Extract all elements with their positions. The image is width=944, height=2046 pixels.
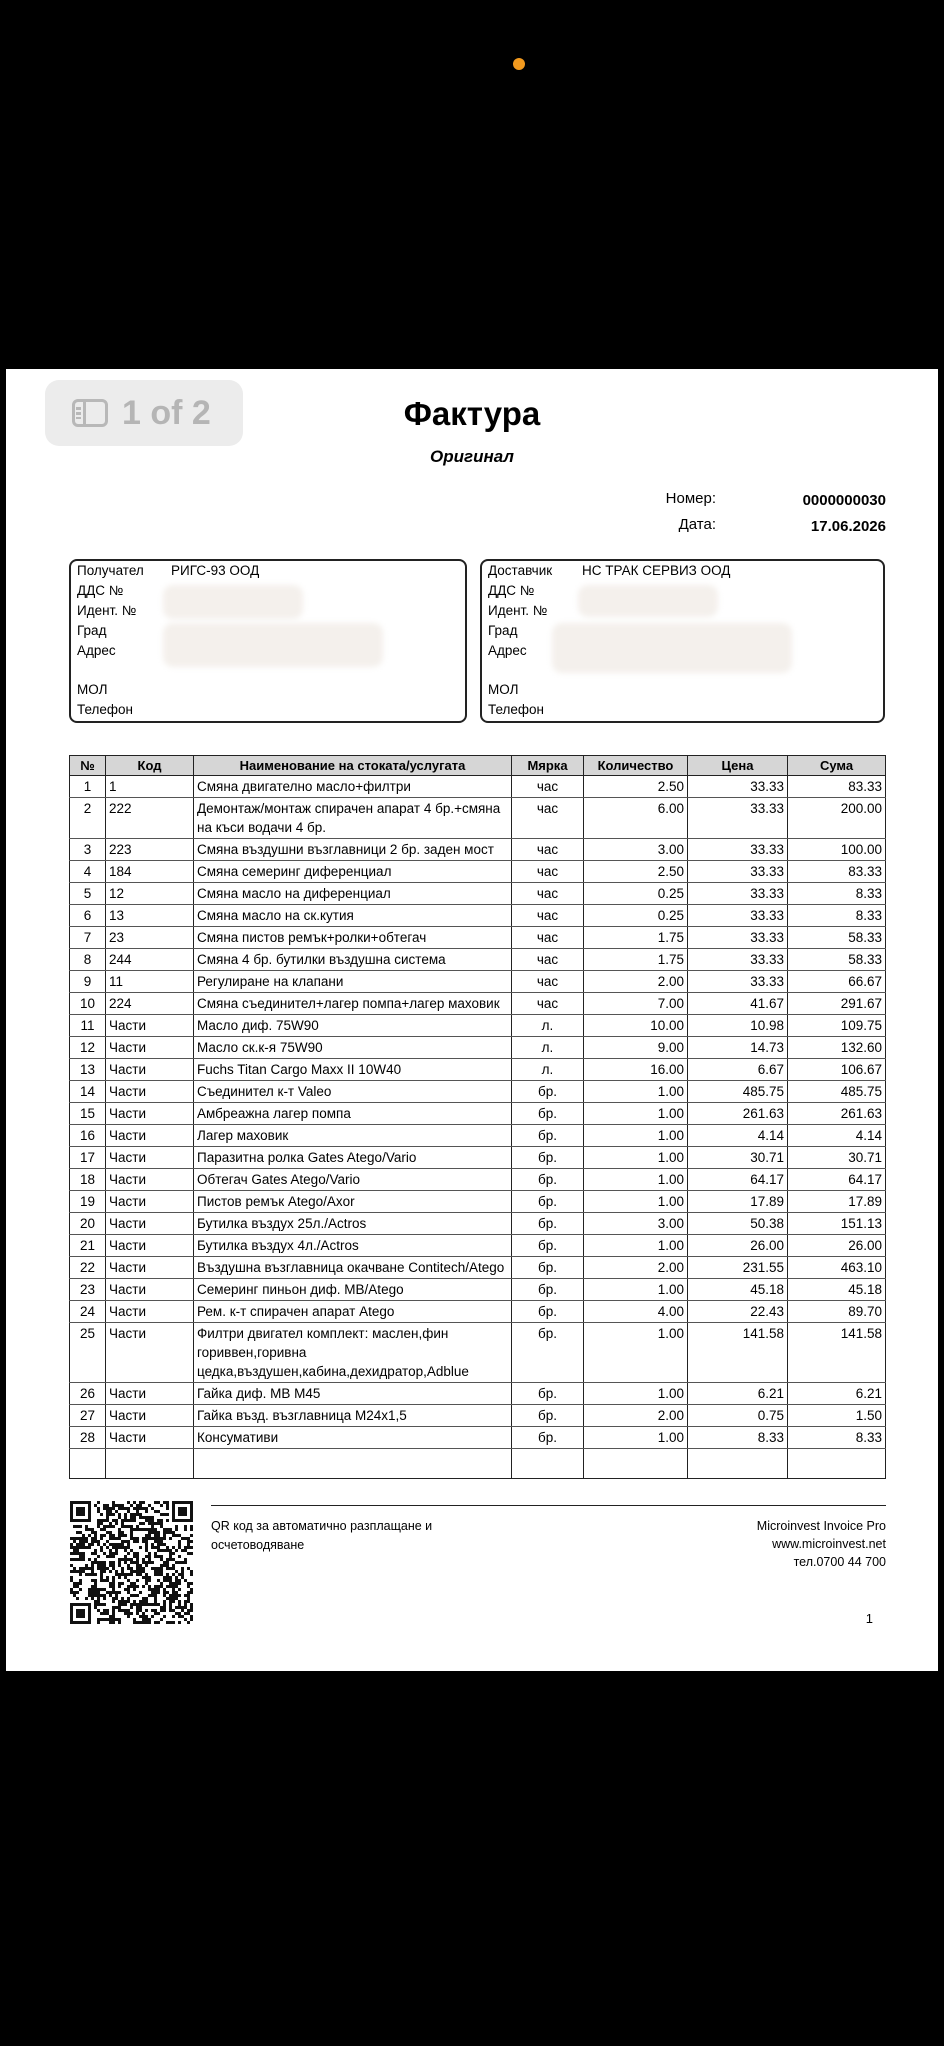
invoice-number: 0000000030 xyxy=(802,492,886,509)
col-header-code: Код xyxy=(106,756,194,776)
cell-unit: бр. xyxy=(512,1257,584,1279)
cell-unit: бр. xyxy=(512,1279,584,1301)
table-row xyxy=(70,883,886,905)
cell-quantity: 1.75 xyxy=(584,927,688,949)
table-row xyxy=(70,971,886,993)
table-row xyxy=(70,949,886,971)
cell-price: 64.17 xyxy=(688,1169,788,1191)
document-title: Фактура xyxy=(403,395,541,432)
cell-amount: 4.14 xyxy=(788,1125,886,1147)
cell-code: 184 xyxy=(106,861,194,883)
supplier-label: Доставчик xyxy=(488,563,553,578)
cell-quantity: 1.00 xyxy=(584,1081,688,1103)
cell-amount: 1.50 xyxy=(788,1405,886,1427)
cell-description: Амбреажна лагер помпа xyxy=(194,1103,512,1125)
cell-price: 22.43 xyxy=(688,1301,788,1323)
address-label: Адрес xyxy=(77,643,116,658)
id-label: Идент. № xyxy=(77,603,137,618)
cell-number: 13 xyxy=(70,1059,106,1081)
cell-description: Гайка възд. възглавница M24x1,5 xyxy=(194,1405,512,1427)
recipient-name: РИГС-93 ООД xyxy=(171,563,260,578)
table-row xyxy=(70,1279,886,1301)
cell-code: Части xyxy=(106,1301,194,1323)
redacted-area xyxy=(163,623,383,667)
cell-code: Части xyxy=(106,1235,194,1257)
date-label: Дата: xyxy=(678,516,716,533)
cell-description: Филтри двигател комплект: маслен,фин гориввен,горивна цедка,въздушен,кабина,дехидратор,Adblue xyxy=(194,1323,512,1383)
table-row xyxy=(70,861,886,883)
cell-price: 30.71 xyxy=(688,1147,788,1169)
cell-code: Части xyxy=(106,1213,194,1235)
cell-price: 50.38 xyxy=(688,1213,788,1235)
mol-label: МОЛ xyxy=(488,682,519,697)
cell-unit: бр. xyxy=(512,1235,584,1257)
cell-code: Части xyxy=(106,1323,194,1383)
cell-unit: бр. xyxy=(512,1169,584,1191)
cell-number: 24 xyxy=(70,1301,106,1323)
cell-number: 3 xyxy=(70,839,106,861)
table-row xyxy=(70,1059,886,1081)
cell-unit: л. xyxy=(512,1015,584,1037)
cell-code: Части xyxy=(106,1103,194,1125)
cell-description: Лагер маховик xyxy=(194,1125,512,1147)
vat-label: ДДС № xyxy=(488,583,535,598)
cell-unit: бр. xyxy=(512,1147,584,1169)
cell-number: 19 xyxy=(70,1191,106,1213)
items-table xyxy=(69,755,886,1479)
page-number: 1 xyxy=(865,1611,873,1626)
cell-amount: 26.00 xyxy=(788,1235,886,1257)
col-header-amount: Сума xyxy=(788,756,886,776)
cell-number: 8 xyxy=(70,949,106,971)
cell-price: 45.18 xyxy=(688,1279,788,1301)
mol-label: МОЛ xyxy=(77,682,108,697)
cell-description: Масло диф. 75W90 xyxy=(194,1015,512,1037)
cell-code: 11 xyxy=(106,971,194,993)
cell-unit: бр. xyxy=(512,1405,584,1427)
cell-amount: 106.67 xyxy=(788,1059,886,1081)
cell-description: Демонтаж/монтаж спирачен апарат 4 бр.+смяна на къси водачи 4 бр. xyxy=(194,798,512,839)
cell-amount: 83.33 xyxy=(788,861,886,883)
cell-amount: 30.71 xyxy=(788,1147,886,1169)
cell-unit: час xyxy=(512,798,584,839)
cell-quantity: 2.00 xyxy=(584,971,688,993)
cell-number: 17 xyxy=(70,1147,106,1169)
cell-quantity: 9.00 xyxy=(584,1037,688,1059)
cell-number: 21 xyxy=(70,1235,106,1257)
cell-code: Части xyxy=(106,1147,194,1169)
cell-price: 6.21 xyxy=(688,1383,788,1405)
cell-number: 23 xyxy=(70,1279,106,1301)
document-subtitle: Оригинал xyxy=(430,447,514,466)
cell-quantity: 3.00 xyxy=(584,839,688,861)
cell-unit: час xyxy=(512,949,584,971)
cell-code: Части xyxy=(106,1059,194,1081)
cell-unit: бр. xyxy=(512,1427,584,1449)
cell-unit: бр. xyxy=(512,1125,584,1147)
cell-price: 4.14 xyxy=(688,1125,788,1147)
cell-price: 485.75 xyxy=(688,1081,788,1103)
table-row xyxy=(70,776,886,798)
cell-price: 6.67 xyxy=(688,1059,788,1081)
table-body xyxy=(70,776,886,1479)
cell-description: Смяна масло на диференциал xyxy=(194,883,512,905)
cell-quantity: 3.00 xyxy=(584,1213,688,1235)
cell-description: Бутилка въздух 25л./Actros xyxy=(194,1213,512,1235)
table-row xyxy=(70,1405,886,1427)
table-row xyxy=(70,905,886,927)
cell-number: 5 xyxy=(70,883,106,905)
cell-number: 20 xyxy=(70,1213,106,1235)
cell-unit: бр. xyxy=(512,1081,584,1103)
cell-code: Части xyxy=(106,1125,194,1147)
cell-number: 9 xyxy=(70,971,106,993)
recipient-box xyxy=(69,559,467,723)
table-row xyxy=(70,1125,886,1147)
cell-unit: час xyxy=(512,905,584,927)
table-row xyxy=(70,798,886,839)
table-row xyxy=(70,1323,886,1383)
cell-code: Части xyxy=(106,1427,194,1449)
cell-quantity: 6.00 xyxy=(584,798,688,839)
empty-cell xyxy=(194,1449,512,1479)
cell-number: 14 xyxy=(70,1081,106,1103)
cell-description: Смяна пистов ремък+ролки+обтегач xyxy=(194,927,512,949)
recipient-label: Получател xyxy=(77,563,144,578)
table-row xyxy=(70,1147,886,1169)
cell-amount: 151.13 xyxy=(788,1213,886,1235)
cell-quantity: 4.00 xyxy=(584,1301,688,1323)
cell-code: Части xyxy=(106,1405,194,1427)
cell-price: 141.58 xyxy=(688,1323,788,1383)
cell-amount: 261.63 xyxy=(788,1103,886,1125)
cell-number: 7 xyxy=(70,927,106,949)
cell-quantity: 1.00 xyxy=(584,1169,688,1191)
cell-quantity: 1.00 xyxy=(584,1427,688,1449)
cell-amount: 463.10 xyxy=(788,1257,886,1279)
cell-price: 33.33 xyxy=(688,839,788,861)
cell-code: 13 xyxy=(106,905,194,927)
col-header-description: Наименование на стоката/услугата xyxy=(194,756,512,776)
software-info xyxy=(757,1517,886,1571)
cell-price: 33.33 xyxy=(688,905,788,927)
cell-amount: 8.33 xyxy=(788,1427,886,1449)
cell-unit: бр. xyxy=(512,1213,584,1235)
table-header-row xyxy=(70,756,886,776)
qr-code xyxy=(70,1501,194,1625)
cell-description: Смяна масло на ск.кутия xyxy=(194,905,512,927)
table-row xyxy=(70,1257,886,1279)
cell-price: 33.33 xyxy=(688,776,788,798)
cell-code: 244 xyxy=(106,949,194,971)
table-row xyxy=(70,1191,886,1213)
cell-price: 26.00 xyxy=(688,1235,788,1257)
cell-code: Части xyxy=(106,1081,194,1103)
table-row xyxy=(70,927,886,949)
cell-price: 33.33 xyxy=(688,798,788,839)
camera-indicator-dot xyxy=(513,58,525,70)
cell-code: Части xyxy=(106,1037,194,1059)
cell-description: Масло ск.к-я 75W90 xyxy=(194,1037,512,1059)
cell-quantity: 2.50 xyxy=(584,861,688,883)
cell-amount: 141.58 xyxy=(788,1323,886,1383)
cell-amount: 83.33 xyxy=(788,776,886,798)
table-row xyxy=(70,1081,886,1103)
cell-description: Обтегач Gates Atego/Vario xyxy=(194,1169,512,1191)
cell-quantity: 1.00 xyxy=(584,1235,688,1257)
cell-number: 15 xyxy=(70,1103,106,1125)
cell-unit: л. xyxy=(512,1037,584,1059)
table-row xyxy=(70,1427,886,1449)
cell-quantity: 2.50 xyxy=(584,776,688,798)
software-website: www.microinvest.net xyxy=(772,1537,886,1551)
cell-number: 6 xyxy=(70,905,106,927)
cell-quantity: 1.00 xyxy=(584,1147,688,1169)
cell-unit: бр. xyxy=(512,1103,584,1125)
cell-code: Части xyxy=(106,1169,194,1191)
software-name: Microinvest Invoice Pro xyxy=(756,1519,886,1533)
cell-unit: час xyxy=(512,993,584,1015)
cell-price: 261.63 xyxy=(688,1103,788,1125)
cell-amount: 485.75 xyxy=(788,1081,886,1103)
cell-price: 33.33 xyxy=(688,971,788,993)
cell-description: Смяна семеринг диференциал xyxy=(194,861,512,883)
empty-cell xyxy=(106,1449,194,1479)
table-row xyxy=(70,1383,886,1405)
cell-number: 28 xyxy=(70,1427,106,1449)
qr-code-image xyxy=(70,1501,194,1625)
cell-description: Fuchs Titan Cargo Maxx II 10W40 xyxy=(194,1059,512,1081)
cell-code: Части xyxy=(106,1191,194,1213)
cell-unit: час xyxy=(512,776,584,798)
cell-unit: бр. xyxy=(512,1323,584,1383)
cell-number: 27 xyxy=(70,1405,106,1427)
cell-number: 2 xyxy=(70,798,106,839)
cell-number: 26 xyxy=(70,1383,106,1405)
cell-description: Въздушна възглавница окачване Contitech/Atego xyxy=(194,1257,512,1279)
cell-quantity: 2.00 xyxy=(584,1257,688,1279)
cell-number: 12 xyxy=(70,1037,106,1059)
cell-quantity: 1.00 xyxy=(584,1125,688,1147)
cell-quantity: 0.25 xyxy=(584,883,688,905)
cell-code: Части xyxy=(106,1279,194,1301)
cell-number: 25 xyxy=(70,1323,106,1383)
cell-description: Бутилка въздух 4л./Actros xyxy=(194,1235,512,1257)
invoice-page xyxy=(6,369,938,1671)
empty-cell xyxy=(70,1449,106,1479)
phone-label: Телефон xyxy=(488,702,545,717)
cell-number: 18 xyxy=(70,1169,106,1191)
table-row xyxy=(70,1169,886,1191)
cell-amount: 64.17 xyxy=(788,1169,886,1191)
table-row xyxy=(70,1301,886,1323)
redacted-area xyxy=(163,585,303,619)
cell-description: Смяна съединител+лагер помпа+лагер маховик xyxy=(194,993,512,1015)
cell-description: Паразитна ролка Gates Atego/Vario xyxy=(194,1147,512,1169)
cell-code: Части xyxy=(106,1015,194,1037)
number-label: Номер: xyxy=(665,490,716,507)
cell-description: Семеринг пиньон диф. MB/Atego xyxy=(194,1279,512,1301)
cell-quantity: 2.00 xyxy=(584,1405,688,1427)
vat-label: ДДС № xyxy=(77,583,124,598)
cell-price: 14.73 xyxy=(688,1037,788,1059)
table-row xyxy=(70,1235,886,1257)
cell-amount: 45.18 xyxy=(788,1279,886,1301)
cell-quantity: 1.00 xyxy=(584,1383,688,1405)
col-header-quantity: Количество xyxy=(584,756,688,776)
table-row xyxy=(70,1037,886,1059)
city-label: Град xyxy=(488,623,518,638)
cell-amount: 58.33 xyxy=(788,949,886,971)
empty-cell xyxy=(688,1449,788,1479)
cell-description: Смяна двигателно масло+филтри xyxy=(194,776,512,798)
cell-code: 1 xyxy=(106,776,194,798)
cell-amount: 17.89 xyxy=(788,1191,886,1213)
cell-unit: час xyxy=(512,839,584,861)
cell-unit: л. xyxy=(512,1059,584,1081)
cell-number: 16 xyxy=(70,1125,106,1147)
cell-quantity: 1.00 xyxy=(584,1103,688,1125)
cell-amount: 66.67 xyxy=(788,971,886,993)
cell-description: Гайка диф. MB M45 xyxy=(194,1383,512,1405)
cell-description: Пистов ремък Atego/Axor xyxy=(194,1191,512,1213)
empty-cell xyxy=(512,1449,584,1479)
footer-divider xyxy=(211,1505,886,1506)
cell-amount: 132.60 xyxy=(788,1037,886,1059)
cell-code: 23 xyxy=(106,927,194,949)
cell-description: Смяна 4 бр. бутилки въздушна система xyxy=(194,949,512,971)
cell-amount: 89.70 xyxy=(788,1301,886,1323)
cell-unit: час xyxy=(512,861,584,883)
table-row xyxy=(70,1213,886,1235)
empty-cell xyxy=(584,1449,688,1479)
cell-description: Съединител к-т Valeo xyxy=(194,1081,512,1103)
cell-price: 231.55 xyxy=(688,1257,788,1279)
cell-amount: 200.00 xyxy=(788,798,886,839)
cell-unit: час xyxy=(512,971,584,993)
col-header-price: Цена xyxy=(688,756,788,776)
id-label: Идент. № xyxy=(488,603,548,618)
cell-amount: 291.67 xyxy=(788,993,886,1015)
software-phone: тел.0700 44 700 xyxy=(793,1555,886,1569)
cell-code: Части xyxy=(106,1257,194,1279)
table-row xyxy=(70,993,886,1015)
supplier-name: НС ТРАК СЕРВИЗ ООД xyxy=(582,563,731,578)
cell-quantity: 1.00 xyxy=(584,1323,688,1383)
cell-price: 17.89 xyxy=(688,1191,788,1213)
cell-quantity: 16.00 xyxy=(584,1059,688,1081)
cell-amount: 8.33 xyxy=(788,883,886,905)
cell-quantity: 1.00 xyxy=(584,1279,688,1301)
cell-unit: час xyxy=(512,883,584,905)
table-row xyxy=(70,839,886,861)
cell-price: 33.33 xyxy=(688,927,788,949)
cell-description: Смяна въздушни възглавници 2 бр. заден мост xyxy=(194,839,512,861)
cell-quantity: 0.25 xyxy=(584,905,688,927)
invoice-date: 17.06.2026 xyxy=(810,518,886,535)
redacted-area xyxy=(578,585,718,617)
qr-note: QR код за автоматично разплащане и осчетоводяване xyxy=(211,1519,433,1552)
cell-amount: 100.00 xyxy=(788,839,886,861)
cell-price: 41.67 xyxy=(688,993,788,1015)
cell-price: 10.98 xyxy=(688,1015,788,1037)
cell-unit: бр. xyxy=(512,1191,584,1213)
cell-code: 223 xyxy=(106,839,194,861)
phone-label: Телефон xyxy=(77,702,134,717)
cell-quantity: 1.75 xyxy=(584,949,688,971)
col-header-unit: Мярка xyxy=(512,756,584,776)
cell-unit: бр. xyxy=(512,1301,584,1323)
cell-number: 4 xyxy=(70,861,106,883)
city-label: Град xyxy=(77,623,107,638)
cell-price: 8.33 xyxy=(688,1427,788,1449)
redacted-area xyxy=(552,623,792,673)
cell-code: Части xyxy=(106,1383,194,1405)
cell-quantity: 1.00 xyxy=(584,1191,688,1213)
cell-price: 33.33 xyxy=(688,861,788,883)
cell-description: Рем. к-т спирачен апарат Atego xyxy=(194,1301,512,1323)
table-row xyxy=(70,1103,886,1125)
cell-code: 12 xyxy=(106,883,194,905)
page-counter-label: 1 of 2 xyxy=(122,393,211,432)
cell-amount: 6.21 xyxy=(788,1383,886,1405)
cell-description: Регулиране на клапани xyxy=(194,971,512,993)
cell-unit: бр. xyxy=(512,1383,584,1405)
cell-amount: 8.33 xyxy=(788,905,886,927)
cell-code: 224 xyxy=(106,993,194,1015)
cell-price: 33.33 xyxy=(688,883,788,905)
table-empty-row xyxy=(70,1449,886,1479)
cell-description: Консумативи xyxy=(194,1427,512,1449)
cell-code: 222 xyxy=(106,798,194,839)
table-row xyxy=(70,1015,886,1037)
cell-quantity: 7.00 xyxy=(584,993,688,1015)
cell-price: 0.75 xyxy=(688,1405,788,1427)
cell-number: 1 xyxy=(70,776,106,798)
cell-quantity: 10.00 xyxy=(584,1015,688,1037)
cell-number: 10 xyxy=(70,993,106,1015)
col-header-number: № xyxy=(70,756,106,776)
supplier-box xyxy=(480,559,885,723)
address-label: Адрес xyxy=(488,643,527,658)
cell-number: 11 xyxy=(70,1015,106,1037)
cell-amount: 58.33 xyxy=(788,927,886,949)
cell-amount: 109.75 xyxy=(788,1015,886,1037)
cell-unit: час xyxy=(512,927,584,949)
cell-number: 22 xyxy=(70,1257,106,1279)
cell-price: 33.33 xyxy=(688,949,788,971)
empty-cell xyxy=(788,1449,886,1479)
